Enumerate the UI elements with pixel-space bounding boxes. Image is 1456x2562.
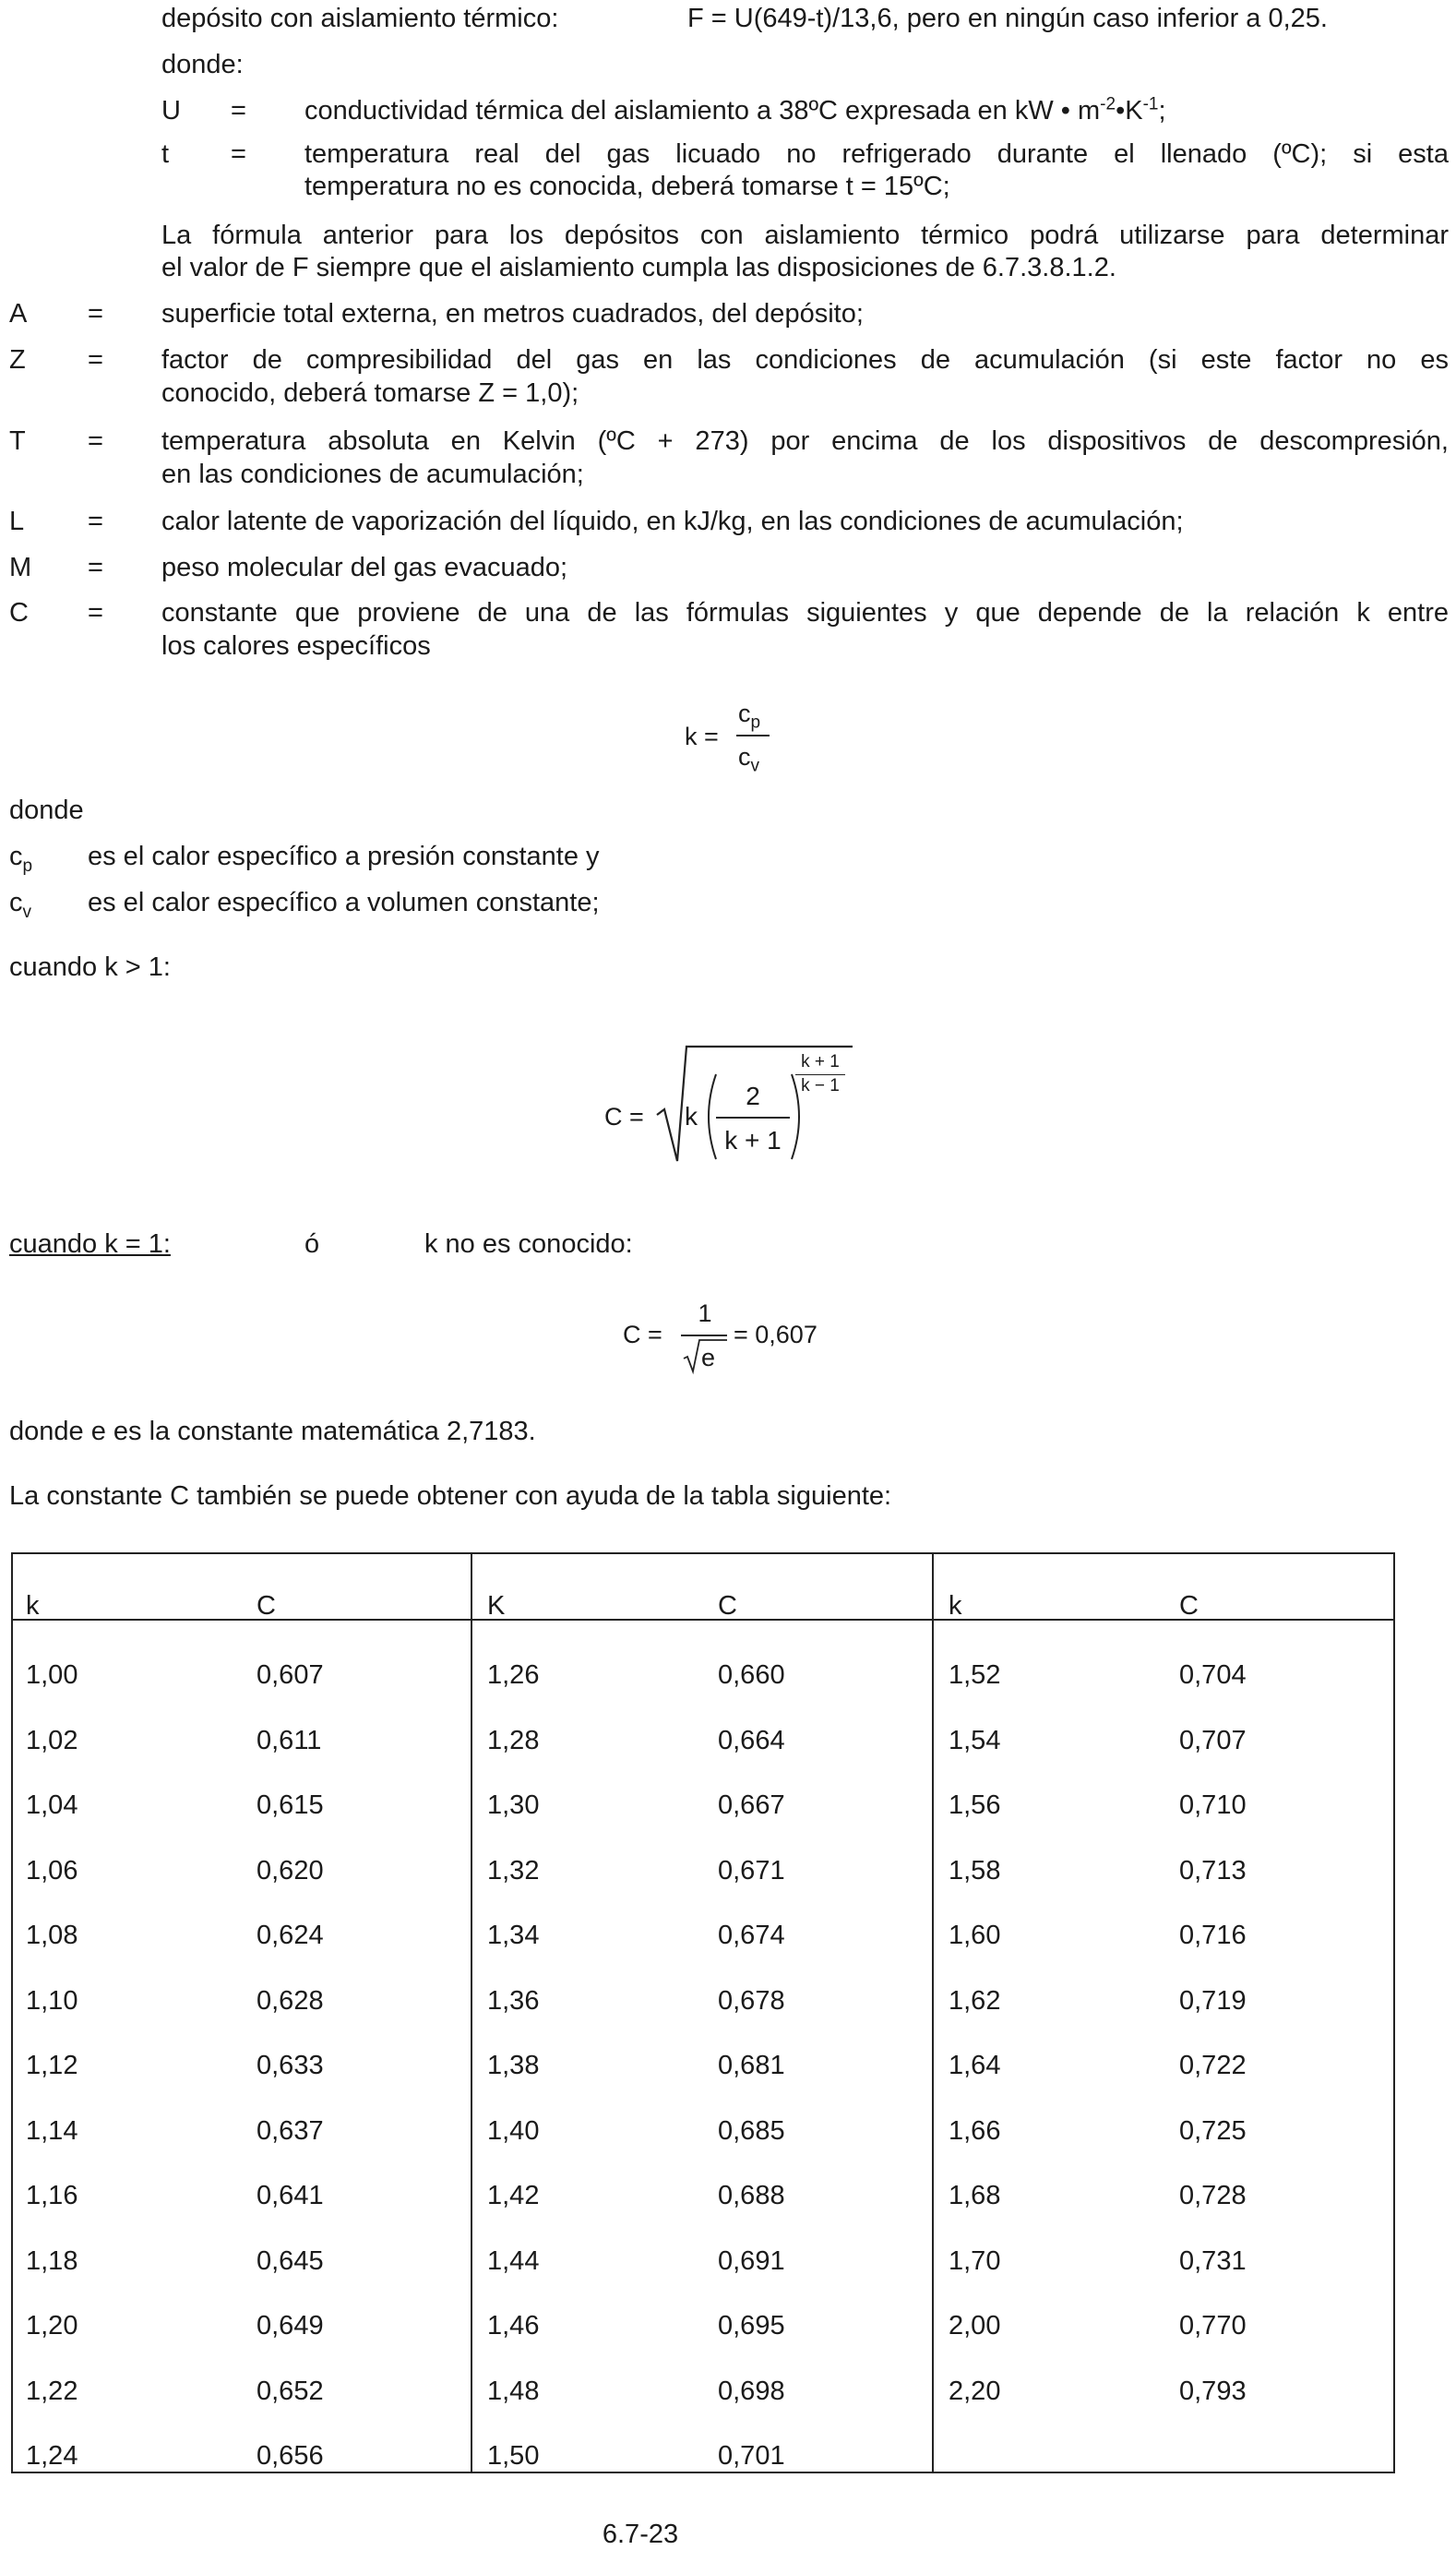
c2-bar bbox=[681, 1335, 727, 1336]
cell: 0,704 bbox=[1179, 1660, 1247, 1691]
t-symbol: t bbox=[161, 139, 170, 169]
cell: 1,42 bbox=[487, 2181, 540, 2211]
def-a-text: superficie total externa, en metros cuadrados, del depósito; bbox=[161, 299, 864, 329]
cell: 0,633 bbox=[257, 2051, 324, 2081]
cell: 1,36 bbox=[487, 1985, 540, 2016]
cell: 1,10 bbox=[26, 1985, 78, 2016]
def-c-symbol: C bbox=[9, 598, 29, 628]
cell: 0,770 bbox=[1179, 2311, 1247, 2341]
cell bbox=[934, 2424, 1164, 2489]
table-intro: La constante C también se puede obtener con ayuda de la tabla siguiente: bbox=[9, 1481, 892, 1511]
cell: 1,56 bbox=[949, 1790, 1001, 1821]
header-k-2: K bbox=[487, 1591, 506, 1621]
c-formula-exp-denominator: k − 1 bbox=[801, 1076, 840, 1095]
formula-note-line-2: el valor de F siempre que el aislamiento cumpla las disposiciones de 6.7.3.8.1.2. bbox=[161, 253, 1116, 282]
cell: 0,660 bbox=[718, 1660, 785, 1691]
cell: 0,637 bbox=[257, 2115, 324, 2146]
cell: 1,66 bbox=[949, 2115, 1001, 2146]
cell: 0,652 bbox=[257, 2376, 324, 2406]
cell: 1,08 bbox=[26, 1921, 78, 1951]
c-constant-table bbox=[11, 1552, 1395, 2489]
def-t-equals: = bbox=[88, 426, 103, 456]
table-row bbox=[11, 1643, 1395, 1708]
cp-symbol: $c_p$ bbox=[9, 842, 33, 876]
cell: 0,688 bbox=[718, 2181, 785, 2211]
cell: 1,26 bbox=[487, 1660, 540, 1691]
def-z-equals: = bbox=[88, 345, 103, 375]
c2-result: = 0,607 bbox=[734, 1321, 818, 1348]
table-row bbox=[11, 1903, 1395, 1969]
cell: 0,698 bbox=[718, 2376, 785, 2406]
table-row bbox=[11, 2293, 1395, 2359]
def-l-text: calor latente de vaporización del líquido, en kJ/kg, en las condiciones de acumulación; bbox=[161, 507, 1184, 536]
cell: 1,18 bbox=[26, 2245, 78, 2276]
cell: 0,620 bbox=[257, 1855, 324, 1886]
table-left-border bbox=[11, 1552, 13, 2473]
table-row bbox=[11, 2163, 1395, 2229]
cell: 0,628 bbox=[257, 1985, 324, 2016]
cell: 1,22 bbox=[26, 2376, 78, 2406]
formula-note-line-1: La fórmula anterior para los depósitos con aislamiento térmico podrá utilizarse para determinar bbox=[161, 221, 1449, 250]
cell: 0,678 bbox=[718, 1985, 785, 2016]
t-definition-line-1: temperatura real del gas licuado no refrigerado durante el llenado (ºC); si esta bbox=[304, 139, 1449, 169]
cell: 0,649 bbox=[257, 2311, 324, 2341]
header-c-2: C bbox=[718, 1591, 737, 1621]
table-row bbox=[11, 2033, 1395, 2099]
t-definition-line-2: temperatura no es conocida, deberá tomarse t = 15ºC; bbox=[304, 172, 950, 201]
c2-e: e bbox=[701, 1344, 716, 1371]
table-row bbox=[11, 1773, 1395, 1838]
c2-lhs: C = bbox=[623, 1321, 662, 1348]
u-equals: = bbox=[231, 96, 246, 126]
k-ratio-lhs: k = bbox=[685, 723, 719, 750]
cell: 0,722 bbox=[1179, 2051, 1247, 2081]
c-formula-k-plus-1: k + 1 bbox=[724, 1126, 782, 1155]
case-k-equal-1-label: cuando k = 1: bbox=[9, 1229, 171, 1259]
cell: 1,12 bbox=[26, 2051, 78, 2081]
cell: 0,725 bbox=[1179, 2115, 1247, 2146]
cell: 0,607 bbox=[257, 1660, 324, 1691]
insulated-tank-formula: F = U(649-t)/13,6, pero en ningún caso inferior a 0,25. bbox=[687, 4, 1328, 33]
table-right-border bbox=[1393, 1552, 1395, 2473]
cell: 0,728 bbox=[1179, 2181, 1247, 2211]
cell: 1,52 bbox=[949, 1660, 1001, 1691]
cell: 2,20 bbox=[949, 2376, 1001, 2406]
cell: 0,691 bbox=[718, 2245, 785, 2276]
c-formula-two: 2 bbox=[746, 1082, 760, 1110]
cell: 0,695 bbox=[718, 2311, 785, 2341]
cell: 0,667 bbox=[718, 1790, 785, 1821]
cell: 1,68 bbox=[949, 2181, 1001, 2211]
cv-definition: es el calor específico a volumen constante; bbox=[88, 888, 600, 917]
cell: 1,06 bbox=[26, 1855, 78, 1886]
header-c-1: C bbox=[257, 1591, 276, 1621]
cell: 0,685 bbox=[718, 2115, 785, 2146]
def-z-text-2: conocido, deberá tomarse Z = 1,0); bbox=[161, 378, 579, 408]
def-m-text: peso molecular del gas evacuado; bbox=[161, 553, 568, 582]
table-row bbox=[11, 1708, 1395, 1774]
cell: 0,611 bbox=[257, 1725, 322, 1755]
k-ratio-numerator: $c_p$ bbox=[738, 700, 761, 733]
cell: 1,44 bbox=[487, 2245, 540, 2276]
table-header-divider bbox=[11, 1619, 1395, 1621]
cell: 0,707 bbox=[1179, 1725, 1247, 1755]
cell: 0,681 bbox=[718, 2051, 785, 2081]
cell: 0,674 bbox=[718, 1921, 785, 1951]
table-top-border bbox=[11, 1552, 1395, 1554]
cell: 0,731 bbox=[1179, 2245, 1247, 2276]
cp-definition: es el calor específico a presión constante y bbox=[88, 842, 600, 871]
cell: 1,70 bbox=[949, 2245, 1001, 2276]
cell: 1,32 bbox=[487, 1855, 540, 1886]
cell: 1,30 bbox=[487, 1790, 540, 1821]
cell: 1,00 bbox=[26, 1660, 78, 1691]
def-l-equals: = bbox=[88, 507, 103, 536]
table-row bbox=[11, 2424, 1395, 2489]
cell: 0,719 bbox=[1179, 1985, 1247, 2016]
c-formula-exp-numerator: k + 1 bbox=[801, 1052, 840, 1071]
cell bbox=[1164, 2424, 1395, 2489]
k-ratio-denominator: $c_v$ bbox=[738, 743, 759, 776]
donde-label: donde: bbox=[161, 50, 244, 79]
table-header-row bbox=[11, 1552, 1395, 1643]
case-or: ó bbox=[304, 1229, 320, 1259]
cell: 0,671 bbox=[718, 1855, 785, 1886]
t-equals: = bbox=[231, 139, 246, 169]
cell: 1,16 bbox=[26, 2181, 78, 2211]
page-number: 6.7-23 bbox=[602, 2520, 679, 2549]
table-row bbox=[11, 1838, 1395, 1904]
cell: 1,46 bbox=[487, 2311, 540, 2341]
def-c-equals: = bbox=[88, 598, 103, 628]
cell: 0,664 bbox=[718, 1725, 785, 1755]
def-m-equals: = bbox=[88, 553, 103, 582]
cell: 1,28 bbox=[487, 1725, 540, 1755]
cell: 1,48 bbox=[487, 2376, 540, 2406]
cell: 1,04 bbox=[26, 1790, 78, 1821]
cell: 0,615 bbox=[257, 1790, 324, 1821]
cell: 0,624 bbox=[257, 1921, 324, 1951]
cell: 1,54 bbox=[949, 1725, 1001, 1755]
cell: 0,710 bbox=[1179, 1790, 1247, 1821]
cell: 0,656 bbox=[257, 2441, 324, 2472]
table-row bbox=[11, 2359, 1395, 2424]
k-ratio-bar bbox=[736, 735, 770, 736]
table-row bbox=[11, 2099, 1395, 2164]
u-definition: conductividad térmica del aislamiento a 38ºC expresada en kW • $m^{-2}•K^{-1}$; bbox=[304, 94, 1166, 126]
cell: 1,34 bbox=[487, 1921, 540, 1951]
table-row bbox=[11, 1969, 1395, 2034]
c2-one: 1 bbox=[698, 1299, 712, 1327]
table-row bbox=[11, 2229, 1395, 2294]
case-k-unknown: k no es conocido: bbox=[424, 1229, 633, 1259]
header-k-3: k bbox=[949, 1591, 962, 1621]
case-k-greater-1-label: cuando k > 1: bbox=[9, 952, 171, 982]
def-t-text-2: en las condiciones de acumulación; bbox=[161, 460, 584, 489]
insulated-tank-label: depósito con aislamiento térmico: bbox=[161, 4, 559, 33]
def-a-equals: = bbox=[88, 299, 103, 329]
cell: 1,14 bbox=[26, 2115, 78, 2146]
table-divider-1 bbox=[471, 1552, 472, 2473]
cell: 1,38 bbox=[487, 2051, 540, 2081]
cell: 1,60 bbox=[949, 1921, 1001, 1951]
cell: 1,50 bbox=[487, 2441, 540, 2472]
donde-cp-cv-label: donde bbox=[9, 796, 84, 825]
c-formula-lhs: C = bbox=[604, 1103, 644, 1131]
c-formula-exp-bar bbox=[795, 1074, 845, 1075]
def-c-text-1: constante que proviene de una de las fórmulas siguientes y que depende de la relación k entre bbox=[161, 598, 1449, 628]
table-divider-2 bbox=[932, 1552, 934, 2473]
e-constant-note: donde e es la constante matemática 2,7183. bbox=[9, 1417, 536, 1446]
def-a-symbol: A bbox=[9, 299, 28, 329]
def-m-symbol: M bbox=[9, 553, 32, 582]
def-z-symbol: Z bbox=[9, 345, 26, 375]
def-t-text-1: temperatura absoluta en Kelvin (ºC + 273) por encima de los dispositivos de descompresión, bbox=[161, 426, 1449, 456]
header-k-1: k bbox=[26, 1591, 40, 1621]
c-formula-k: k bbox=[685, 1102, 698, 1131]
cell: 1,40 bbox=[487, 2115, 540, 2146]
cell: 1,24 bbox=[26, 2441, 78, 2472]
def-t-symbol: T bbox=[9, 426, 26, 456]
cell: 0,713 bbox=[1179, 1855, 1247, 1886]
cell: 2,00 bbox=[949, 2311, 1001, 2341]
cell: 1,02 bbox=[26, 1725, 78, 1755]
u-symbol: U bbox=[161, 96, 181, 126]
cell: 0,701 bbox=[718, 2441, 785, 2472]
cell: 0,793 bbox=[1179, 2376, 1247, 2406]
c-formula-inner-bar bbox=[716, 1117, 790, 1119]
cv-symbol: $c_v$ bbox=[9, 888, 31, 922]
cell: 1,62 bbox=[949, 1985, 1001, 2016]
cell: 0,641 bbox=[257, 2181, 324, 2211]
cell: 1,20 bbox=[26, 2311, 78, 2341]
def-c-text-2: los calores específicos bbox=[161, 631, 431, 661]
cell: 0,716 bbox=[1179, 1921, 1247, 1951]
table-bottom-border bbox=[11, 2472, 1395, 2473]
cell: 0,645 bbox=[257, 2245, 324, 2276]
cell: 1,64 bbox=[949, 2051, 1001, 2081]
cell: 1,58 bbox=[949, 1855, 1001, 1886]
header-c-3: C bbox=[1179, 1591, 1199, 1621]
def-z-text-1: factor de compresibilidad del gas en las condiciones de acumulación (si este factor no es bbox=[161, 345, 1449, 375]
def-l-symbol: L bbox=[9, 507, 25, 536]
